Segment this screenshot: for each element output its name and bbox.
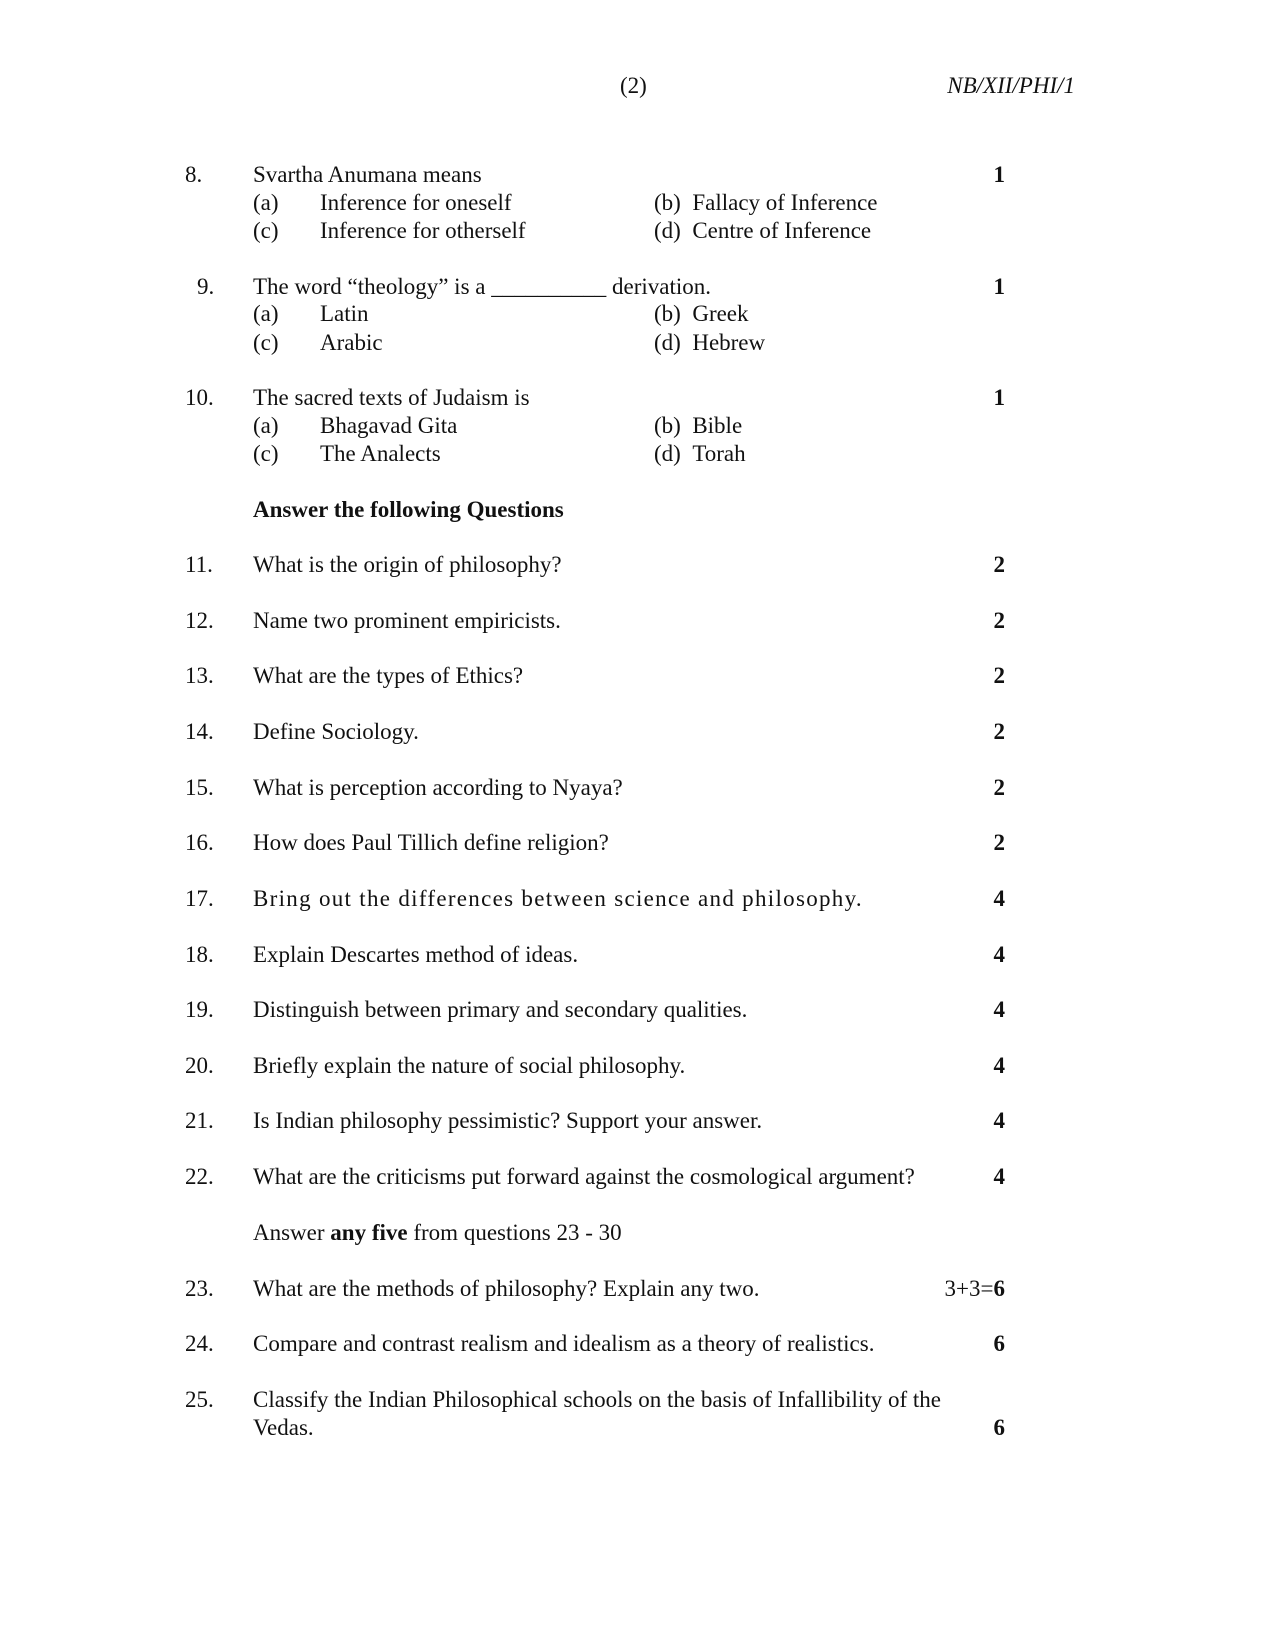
paper-code: NB/XII/PHI/1 [947, 73, 1075, 98]
option-d [654, 329, 765, 357]
option-b-label: (b) [654, 413, 681, 438]
option-d-text: Centre of Inference [692, 218, 872, 243]
option-b-text: Fallacy of Inference [692, 190, 878, 215]
question-number: 12. [185, 608, 214, 633]
option-a-text: Bhagavad Gita [320, 413, 458, 438]
question-number: 13. [185, 663, 214, 688]
marks-total: 6 [993, 1276, 1005, 1301]
option-d [654, 217, 871, 245]
question-text: Explain Descartes method of ideas. [253, 942, 579, 967]
question-number: 10. [185, 385, 214, 410]
option-d-text: Hebrew [692, 330, 766, 355]
page-number: (2) [620, 73, 647, 98]
question-marks: 2 [993, 552, 1005, 577]
option-b-text: Bible [692, 413, 743, 438]
question-text-line2: Vedas. [253, 1415, 314, 1440]
option-c-label: (c) [253, 441, 279, 466]
question-text-line1: Classify the Indian Philosophical schools on the basis of Infallibility of the [253, 1387, 941, 1412]
question-marks [945, 1275, 1005, 1303]
question-marks: 4 [993, 1164, 1005, 1189]
question-text: What are the criticisms put forward against the cosmological argument? [253, 1164, 915, 1189]
question-number: 23. [185, 1276, 214, 1301]
section-heading: Answer the following Questions [253, 497, 564, 522]
question-marks: 2 [993, 830, 1005, 855]
option-b [654, 189, 878, 217]
option-b-label: (b) [654, 301, 681, 326]
question-marks: 2 [993, 719, 1005, 744]
question-number: 22. [185, 1164, 214, 1189]
option-d-label: (d) [654, 218, 681, 243]
option-b-text: Greek [692, 301, 749, 326]
choice-instruction-emphasis: any five [330, 1220, 408, 1245]
option-c-label: (c) [253, 218, 279, 243]
question-marks: 4 [993, 1108, 1005, 1133]
option-c-label: (c) [253, 330, 279, 355]
option-d-label: (d) [654, 330, 681, 355]
option-d [654, 440, 746, 468]
option-d-label: (d) [654, 441, 681, 466]
question-marks: 1 [993, 162, 1005, 187]
question-text: Bring out the differences between science and philosophy. [253, 886, 863, 911]
option-c-text: Inference for otherself [320, 218, 526, 243]
question-text: The word “theology” is a __________ derivation. [253, 274, 711, 299]
question-text: What are the types of Ethics? [253, 663, 524, 688]
question-number: 15. [185, 775, 214, 800]
question-marks: 4 [993, 886, 1005, 911]
question-number: 24. [185, 1331, 214, 1356]
choice-instruction-prefix: Answer [253, 1220, 331, 1245]
option-a-text: Latin [320, 301, 369, 326]
option-a-label: (a) [253, 301, 279, 326]
question-number: 18. [185, 942, 214, 967]
question-number: 14. [185, 719, 214, 744]
option-b-label: (b) [654, 190, 681, 215]
question-text: Define Sociology. [253, 719, 419, 744]
question-text: How does Paul Tillich define religion? [253, 830, 609, 855]
question-text: What is perception according to Nyaya? [253, 775, 623, 800]
choice-instruction-suffix: from questions 23 - 30 [407, 1220, 622, 1245]
question-text: The sacred texts of Judaism is [253, 385, 530, 410]
question-number: 11. [185, 552, 213, 577]
question-number: 21. [185, 1108, 214, 1133]
option-b [654, 412, 742, 440]
question-text: What are the methods of philosophy? Explain any two. [253, 1276, 760, 1301]
question-marks: 4 [993, 997, 1005, 1022]
question-marks: 2 [993, 663, 1005, 688]
question-number: 16. [185, 830, 214, 855]
option-c-text: Arabic [320, 330, 383, 355]
question-marks: 1 [993, 385, 1005, 410]
question-marks: 1 [993, 274, 1005, 299]
option-a-text: Inference for oneself [320, 190, 512, 215]
question-text: Svartha Anumana means [253, 162, 482, 187]
question-marks: 2 [993, 608, 1005, 633]
option-d-text: Torah [692, 441, 746, 466]
option-c-text: The Analects [320, 441, 441, 466]
question-marks: 4 [993, 1053, 1005, 1078]
question-number: 25. [185, 1387, 214, 1412]
question-text: Briefly explain the nature of social philosophy. [253, 1053, 686, 1078]
question-marks: 6 [993, 1415, 1005, 1440]
question-text: What is the origin of philosophy? [253, 552, 562, 577]
option-b [654, 300, 749, 328]
choice-instruction [253, 1219, 622, 1247]
question-marks: 4 [993, 942, 1005, 967]
question-text: Is Indian philosophy pessimistic? Support your answer. [253, 1108, 763, 1133]
question-number: 19. [185, 997, 214, 1022]
question-marks: 6 [993, 1331, 1005, 1356]
question-text: Distinguish between primary and secondary qualities. [253, 997, 748, 1022]
question-number: 9. [197, 274, 215, 299]
question-number: 8. [185, 162, 203, 187]
question-marks: 2 [993, 775, 1005, 800]
option-a-label: (a) [253, 190, 279, 215]
question-number: 17. [185, 886, 214, 911]
question-text: Compare and contrast realism and idealism as a theory of realistics. [253, 1331, 875, 1356]
question-number: 20. [185, 1053, 214, 1078]
marks-breakdown: 3+3= [944, 1276, 994, 1301]
question-text: Name two prominent empiricists. [253, 608, 561, 633]
option-a-label: (a) [253, 413, 279, 438]
